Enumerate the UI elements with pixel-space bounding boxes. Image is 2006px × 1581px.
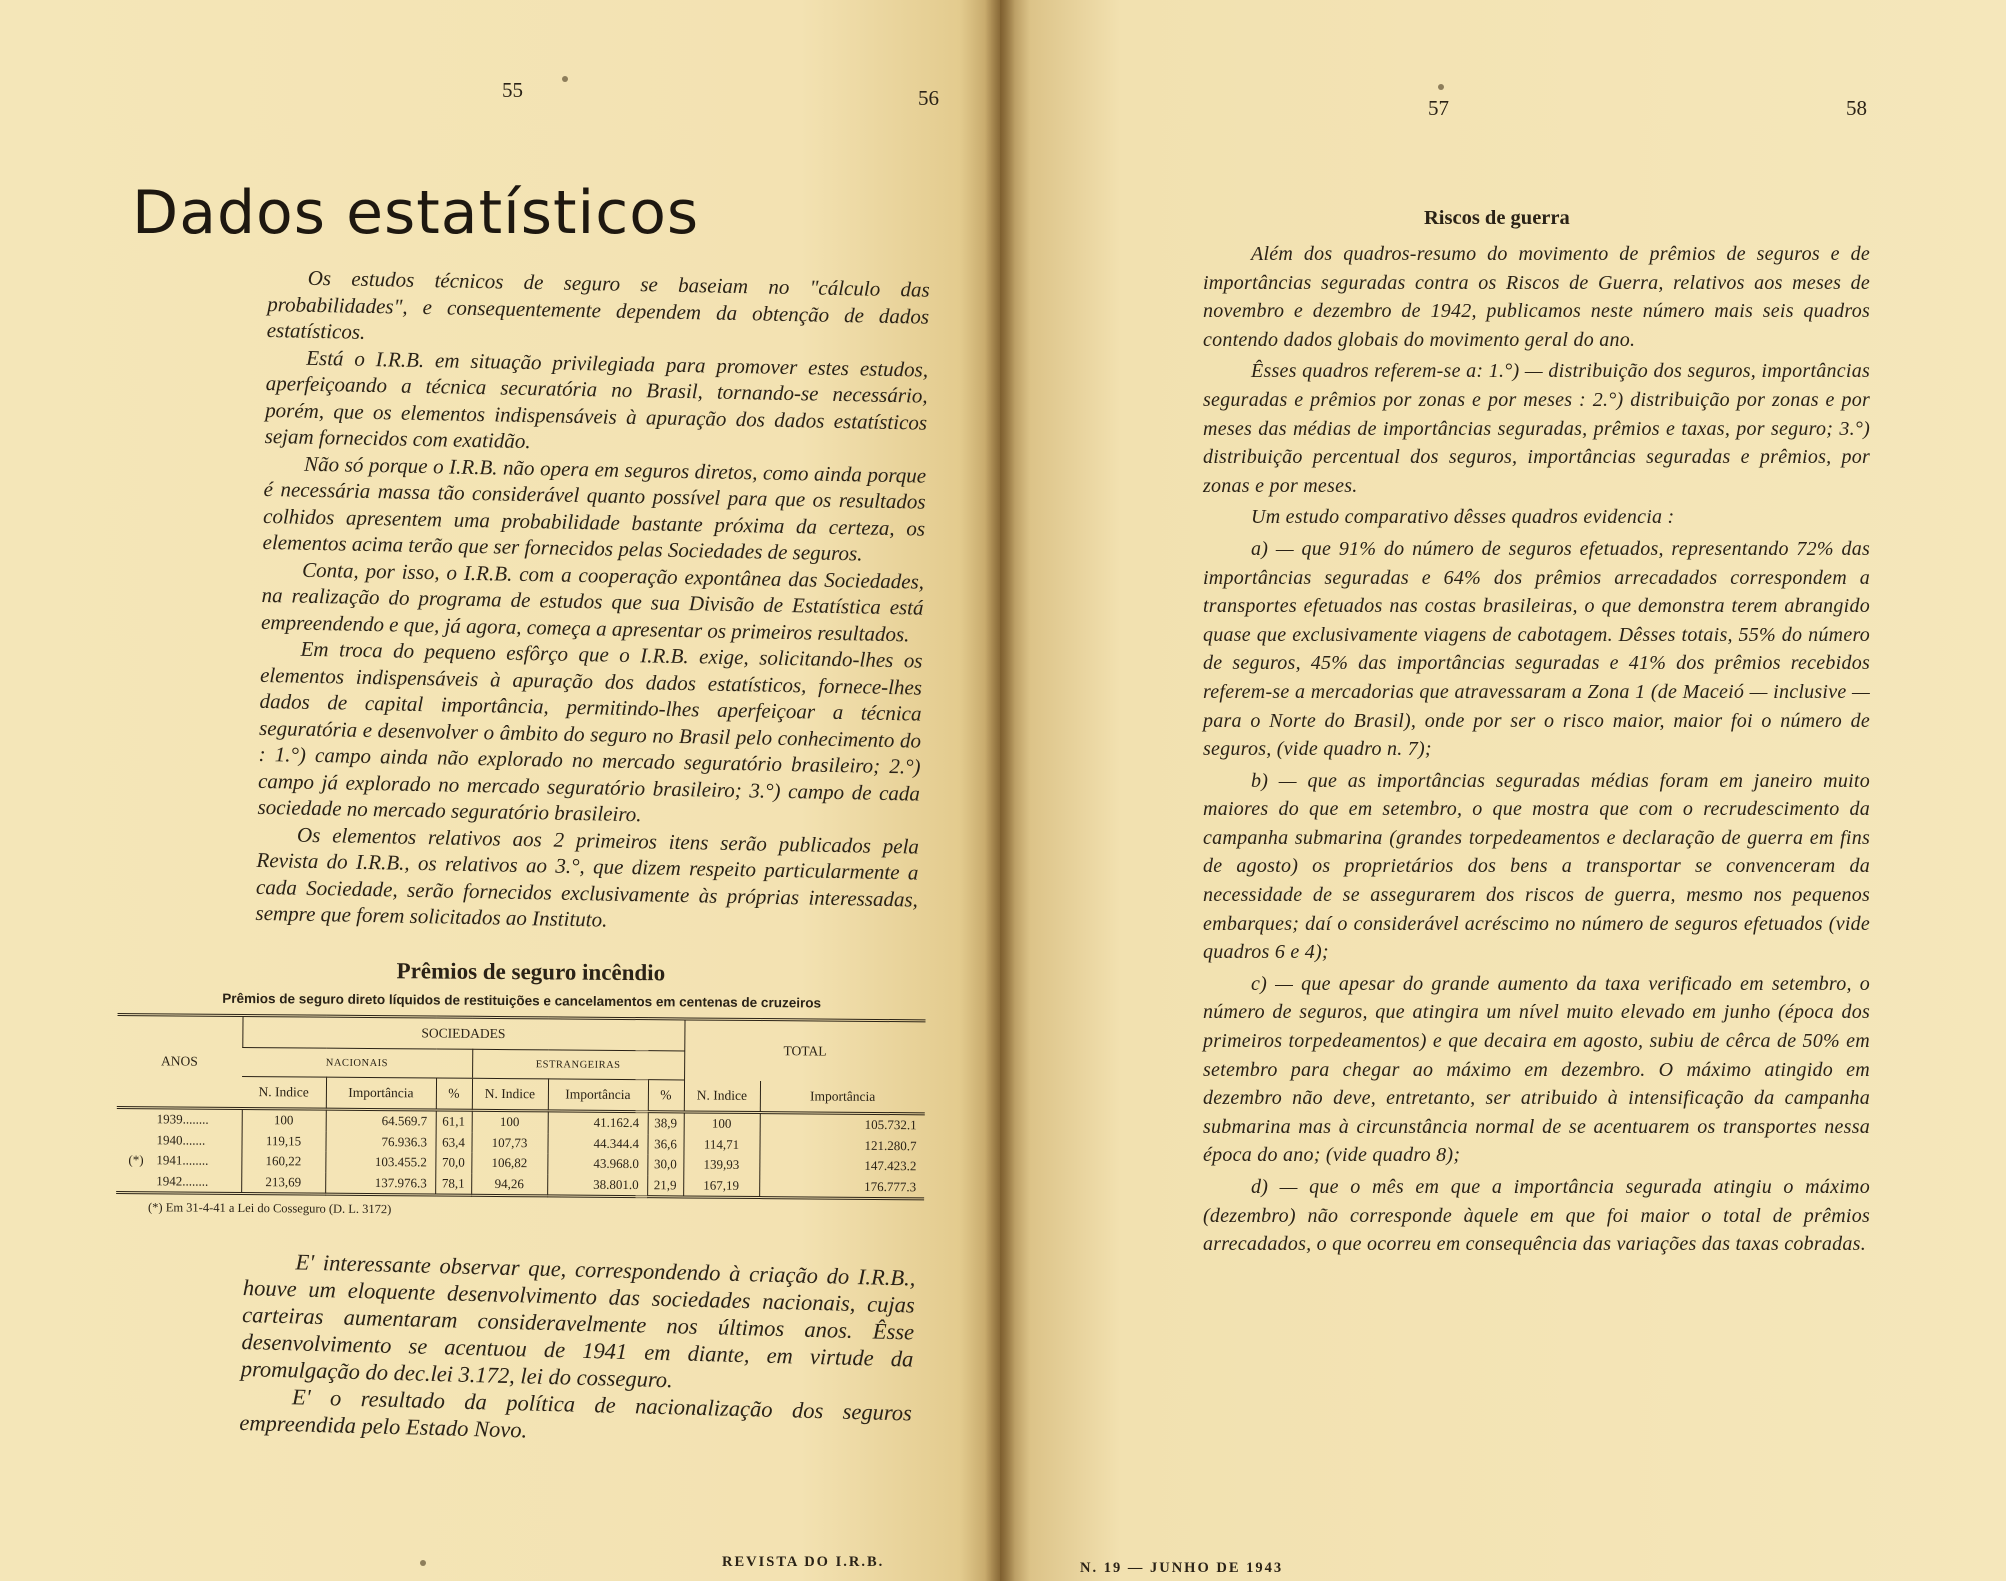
cell: 36,6 bbox=[647, 1134, 683, 1155]
cell: 100 bbox=[472, 1110, 548, 1133]
closing-text bbox=[239, 1247, 916, 1454]
header-percent: % bbox=[436, 1078, 472, 1110]
cell: 176.777.3 bbox=[759, 1176, 924, 1199]
header-importancia: Importância bbox=[760, 1081, 925, 1114]
header-total: TOTAL bbox=[684, 1019, 925, 1082]
cell: 121.280.7 bbox=[759, 1135, 924, 1157]
cell: 43.968.0 bbox=[547, 1153, 647, 1174]
header-percent: % bbox=[648, 1080, 684, 1112]
cell: 63,4 bbox=[435, 1132, 471, 1153]
header-nacionais: NACIONAIS bbox=[242, 1047, 472, 1078]
paragraph: Além dos quadros-resumo do movimento de prêmios de seguros e de importâncias seguradas contra os Riscos de Guerra, relativos aos meses de novembro e dezembro de 1942, publicamos neste número mais seis quadros contendo dados globais do movimento geral do ano. bbox=[1203, 243, 1870, 351]
cell: 38,9 bbox=[648, 1112, 684, 1134]
page-number-58: 58 bbox=[1846, 96, 1867, 120]
paragraph: Conta, por isso, o I.R.B. com a cooperação expontânea das Sociedades, na realização do programa de estudos que sua Divisão de Estatística está empreendendo e que, já agora, começa a apresentar os primeiros resultados. bbox=[260, 557, 925, 646]
cell: 76.936.3 bbox=[325, 1131, 435, 1152]
header-importancia: Importância bbox=[326, 1077, 436, 1110]
header-indice: N. Indice bbox=[472, 1078, 548, 1111]
page-number-55: 55 bbox=[502, 78, 523, 102]
section-heading: Riscos de guerra bbox=[1424, 207, 1570, 229]
header-estrangeiras: ESTRANGEIRAS bbox=[472, 1049, 684, 1080]
cell-ano bbox=[116, 1150, 241, 1171]
header-anos: ANOS bbox=[160, 1053, 198, 1069]
paragraph: Não só porque o I.R.B. não opera em seguros diretos, como ainda porque é necessária massa tão considerável quanto possível para que os resultados colhidos apresentem uma probabilidade bastante próxima da certeza, os elementos acima terão que ser fornecidos pelas Sociedades de seguros. bbox=[262, 451, 927, 566]
page-number-57: 57 bbox=[1428, 96, 1449, 120]
cell: 213,69 bbox=[241, 1171, 325, 1194]
cell: 94,26 bbox=[471, 1173, 547, 1196]
cell: 160,22 bbox=[241, 1151, 325, 1172]
cell-ano-label: 1940....... bbox=[156, 1131, 206, 1148]
ink-spot bbox=[420, 1560, 426, 1566]
page-number-56: 56 bbox=[918, 86, 939, 110]
header-indice: N. Indice bbox=[258, 1084, 309, 1100]
cell-ano bbox=[116, 1170, 241, 1193]
cell: 137.976.3 bbox=[325, 1172, 435, 1195]
cell: 147.423.2 bbox=[759, 1155, 924, 1177]
cell: 64.569.7 bbox=[326, 1109, 436, 1132]
cell: 21,9 bbox=[647, 1175, 683, 1197]
cell-ano-label: 1939........ bbox=[156, 1111, 209, 1127]
paragraph: Os estudos técnicos de seguro se baseiam no "cálculo das probabilidades", e consequentemente dependem da obtenção de dados estatísticos. bbox=[266, 265, 930, 344]
table-title: Prêmios de seguro incêndio bbox=[396, 958, 666, 986]
cell: 100 bbox=[242, 1108, 326, 1131]
header-sociedades: SOCIEDADES bbox=[242, 1015, 684, 1050]
intro-text bbox=[255, 264, 930, 939]
header-indice: N. Indice bbox=[684, 1080, 760, 1113]
paragraph: E' o resultado da política de nacionalização dos seguros empreendida pelo Estado Novo. bbox=[239, 1384, 913, 1443]
cell: 70,0 bbox=[435, 1152, 471, 1173]
paragraph: a) — que 91% do número de seguros efetuados, representando 72% das importâncias seguradas e 64% dos prêmios arrecadados correspondem a transportes efetuados nas costas brasileiras, o que demonstra terem abrangido quase que exclusivamente viagens de cabotagem. Dêsses totais, 55% do número de seguros, 45% das importâncias seguradas e 41% dos prêmios recebidos referem-se a mercadorias que atravessaram a Zona 1 (de Maceió — inclusive — para o Norte do Brasil), onde por ser o risco maior, maior foi o número de seguros, (vide quadro n. 7); bbox=[1203, 537, 1870, 761]
paragraph: Em troca do pequeno esfôrço que o I.R.B. exige, solicitando-lhes os elementos indispensáveis à apuração dos dados estatísticos, fornece-lhes dados de capital importância, permitindo-lhes aperfeiçoar a técnica seguratória e desenvolver o âmbito do seguro no Brasil pelo conhecimento do : 1.°) campo ainda não explorado no mercado seguratório brasileiro; 2.°) campo já explorado no mercado seguratório brasileiro; 3.°) campo de cada sociedade no mercado seguratório brasileiro. bbox=[257, 636, 923, 827]
paragraph: Êsses quadros referem-se a: 1.°) — distribuição dos seguros, importâncias seguradas e prêmios por zonas e por meses : 2.°) distribuição por zonas e por meses das médias de importâncias seguradas, prêmios e taxas, por seguro; 3.°) distribuição percentual dos seguros, importâncias seguradas e prêmios, por zonas e por meses. bbox=[1203, 360, 1870, 497]
header-importancia: Importância bbox=[548, 1079, 648, 1112]
cell-ano-label: 1941........ bbox=[156, 1152, 209, 1168]
cell-ano bbox=[116, 1129, 241, 1150]
table-subtitle: Prêmios de seguro direto líquidos de restituições e cancelamentos em centenas de cruzeiros bbox=[222, 990, 822, 1011]
cell: 103.455.2 bbox=[325, 1152, 435, 1173]
cell: 61,1 bbox=[436, 1110, 472, 1132]
premium-table-block bbox=[116, 956, 926, 1221]
cell-ano bbox=[117, 1107, 242, 1130]
cell: 78,1 bbox=[435, 1173, 471, 1195]
cell: 139,93 bbox=[683, 1154, 759, 1175]
cell: 30,0 bbox=[647, 1154, 683, 1175]
cell: 107,73 bbox=[471, 1132, 547, 1153]
cell-ano-label: 1942........ bbox=[156, 1172, 209, 1189]
cell: 114,71 bbox=[683, 1134, 759, 1155]
premium-table bbox=[116, 1013, 925, 1200]
cell: 100 bbox=[684, 1112, 760, 1135]
paragraph: E' interessante observar que, correspondendo à criação do I.R.B., houve um eloquente desenvolvimento das sociedades nacionais, cujas carteiras aumentaram consideravelmente nos últimos anos. Êsse desenvolvimento se acentuou de 1941 em diante, em virtude da promulgação do dec.lei 3.172, lei do cosseguro. bbox=[240, 1249, 916, 1393]
cell: 44.344.4 bbox=[547, 1133, 647, 1154]
ink-spot bbox=[562, 76, 568, 82]
paragraph: Um estudo comparativo dêsses quadros evidencia : bbox=[1251, 506, 1675, 529]
cell: 105.732.1 bbox=[760, 1113, 925, 1136]
page-title: Dados estatísticos bbox=[132, 178, 700, 248]
right-footer: N. 19 — JUNHO DE 1943 bbox=[1080, 1560, 1284, 1576]
paragraph: d) — que o mês em que a importância segurada atingiu o máximo (dezembro) não corresponde àquele em que foi maior o total de prêmios arrecadados, o que ocorreu em consequência das variações das taxas cobradas. bbox=[1203, 1176, 1870, 1256]
ink-spot bbox=[1438, 84, 1444, 90]
paragraph: c) — que apesar do grande aumento da taxa verificado em setembro, o número de seguros, que atingira um nível muito elevado em junho (época dos primeiros torpedeamentos) e que decaira em agosto, subiu de cêrca de 50% em setembro para chegar ao máximo em dezembro. O máximo atingido em dezembro não deve, entretanto, ser atribuido à intensificação da campanha submarina mas à circunstância normal de se acentuarem os transportes nessa época do ano; (vide quadro 8); bbox=[1203, 972, 1870, 1167]
cell: 119,15 bbox=[241, 1130, 325, 1151]
book-gutter bbox=[985, 0, 1015, 1581]
footnote-mark: (*) bbox=[128, 1152, 144, 1168]
paragraph: Está o I.R.B. em situação privilegiada para promover estes estudos, aperfeiçoando a técnica securatória no Brasil, tornando-se necessário, porém, que os elementos indispensáveis à apuração dos dados estatísticos sejam fornecidos com exatidão. bbox=[264, 345, 929, 454]
left-footer: REVISTA DO I.R.B. bbox=[722, 1554, 885, 1570]
cell: 41.162.4 bbox=[548, 1111, 648, 1134]
cell: 106,82 bbox=[471, 1153, 547, 1174]
paragraph: Os elementos relativos aos 2 primeiros itens serão publicados pela Revista do I.R.B., os relativos ao 3.°, que dizem respeito particularmente a cada Sociedade, serão fornecidos exclusivamente às próprias interessadas, sempre que forem solicitados ao Instituto. bbox=[255, 822, 920, 932]
cell: 167,19 bbox=[683, 1175, 759, 1198]
table-footnote: (*) Em 31-4-41 a Lei do Cosseguro (D. L. 3172) bbox=[147, 1200, 392, 1217]
cell: 38.801.0 bbox=[547, 1174, 647, 1197]
war-risk-text bbox=[1203, 240, 1870, 1259]
paragraph: b) — que as importâncias seguradas médias foram em janeiro muito maiores do que em setembro, o que mostra que com o recrudescimento da campanha submarina (grandes torpedeamentos e declaração de guerra em fins de agosto) os proprietários dos bens a transportar se convenceram da necessidade de se assegurarem dos riscos de guerra, mesmo nos pequenos embarques; daí o considerável acréscimo no número de seguros efetuados (vide quadros 6 e 4); bbox=[1203, 769, 1870, 964]
